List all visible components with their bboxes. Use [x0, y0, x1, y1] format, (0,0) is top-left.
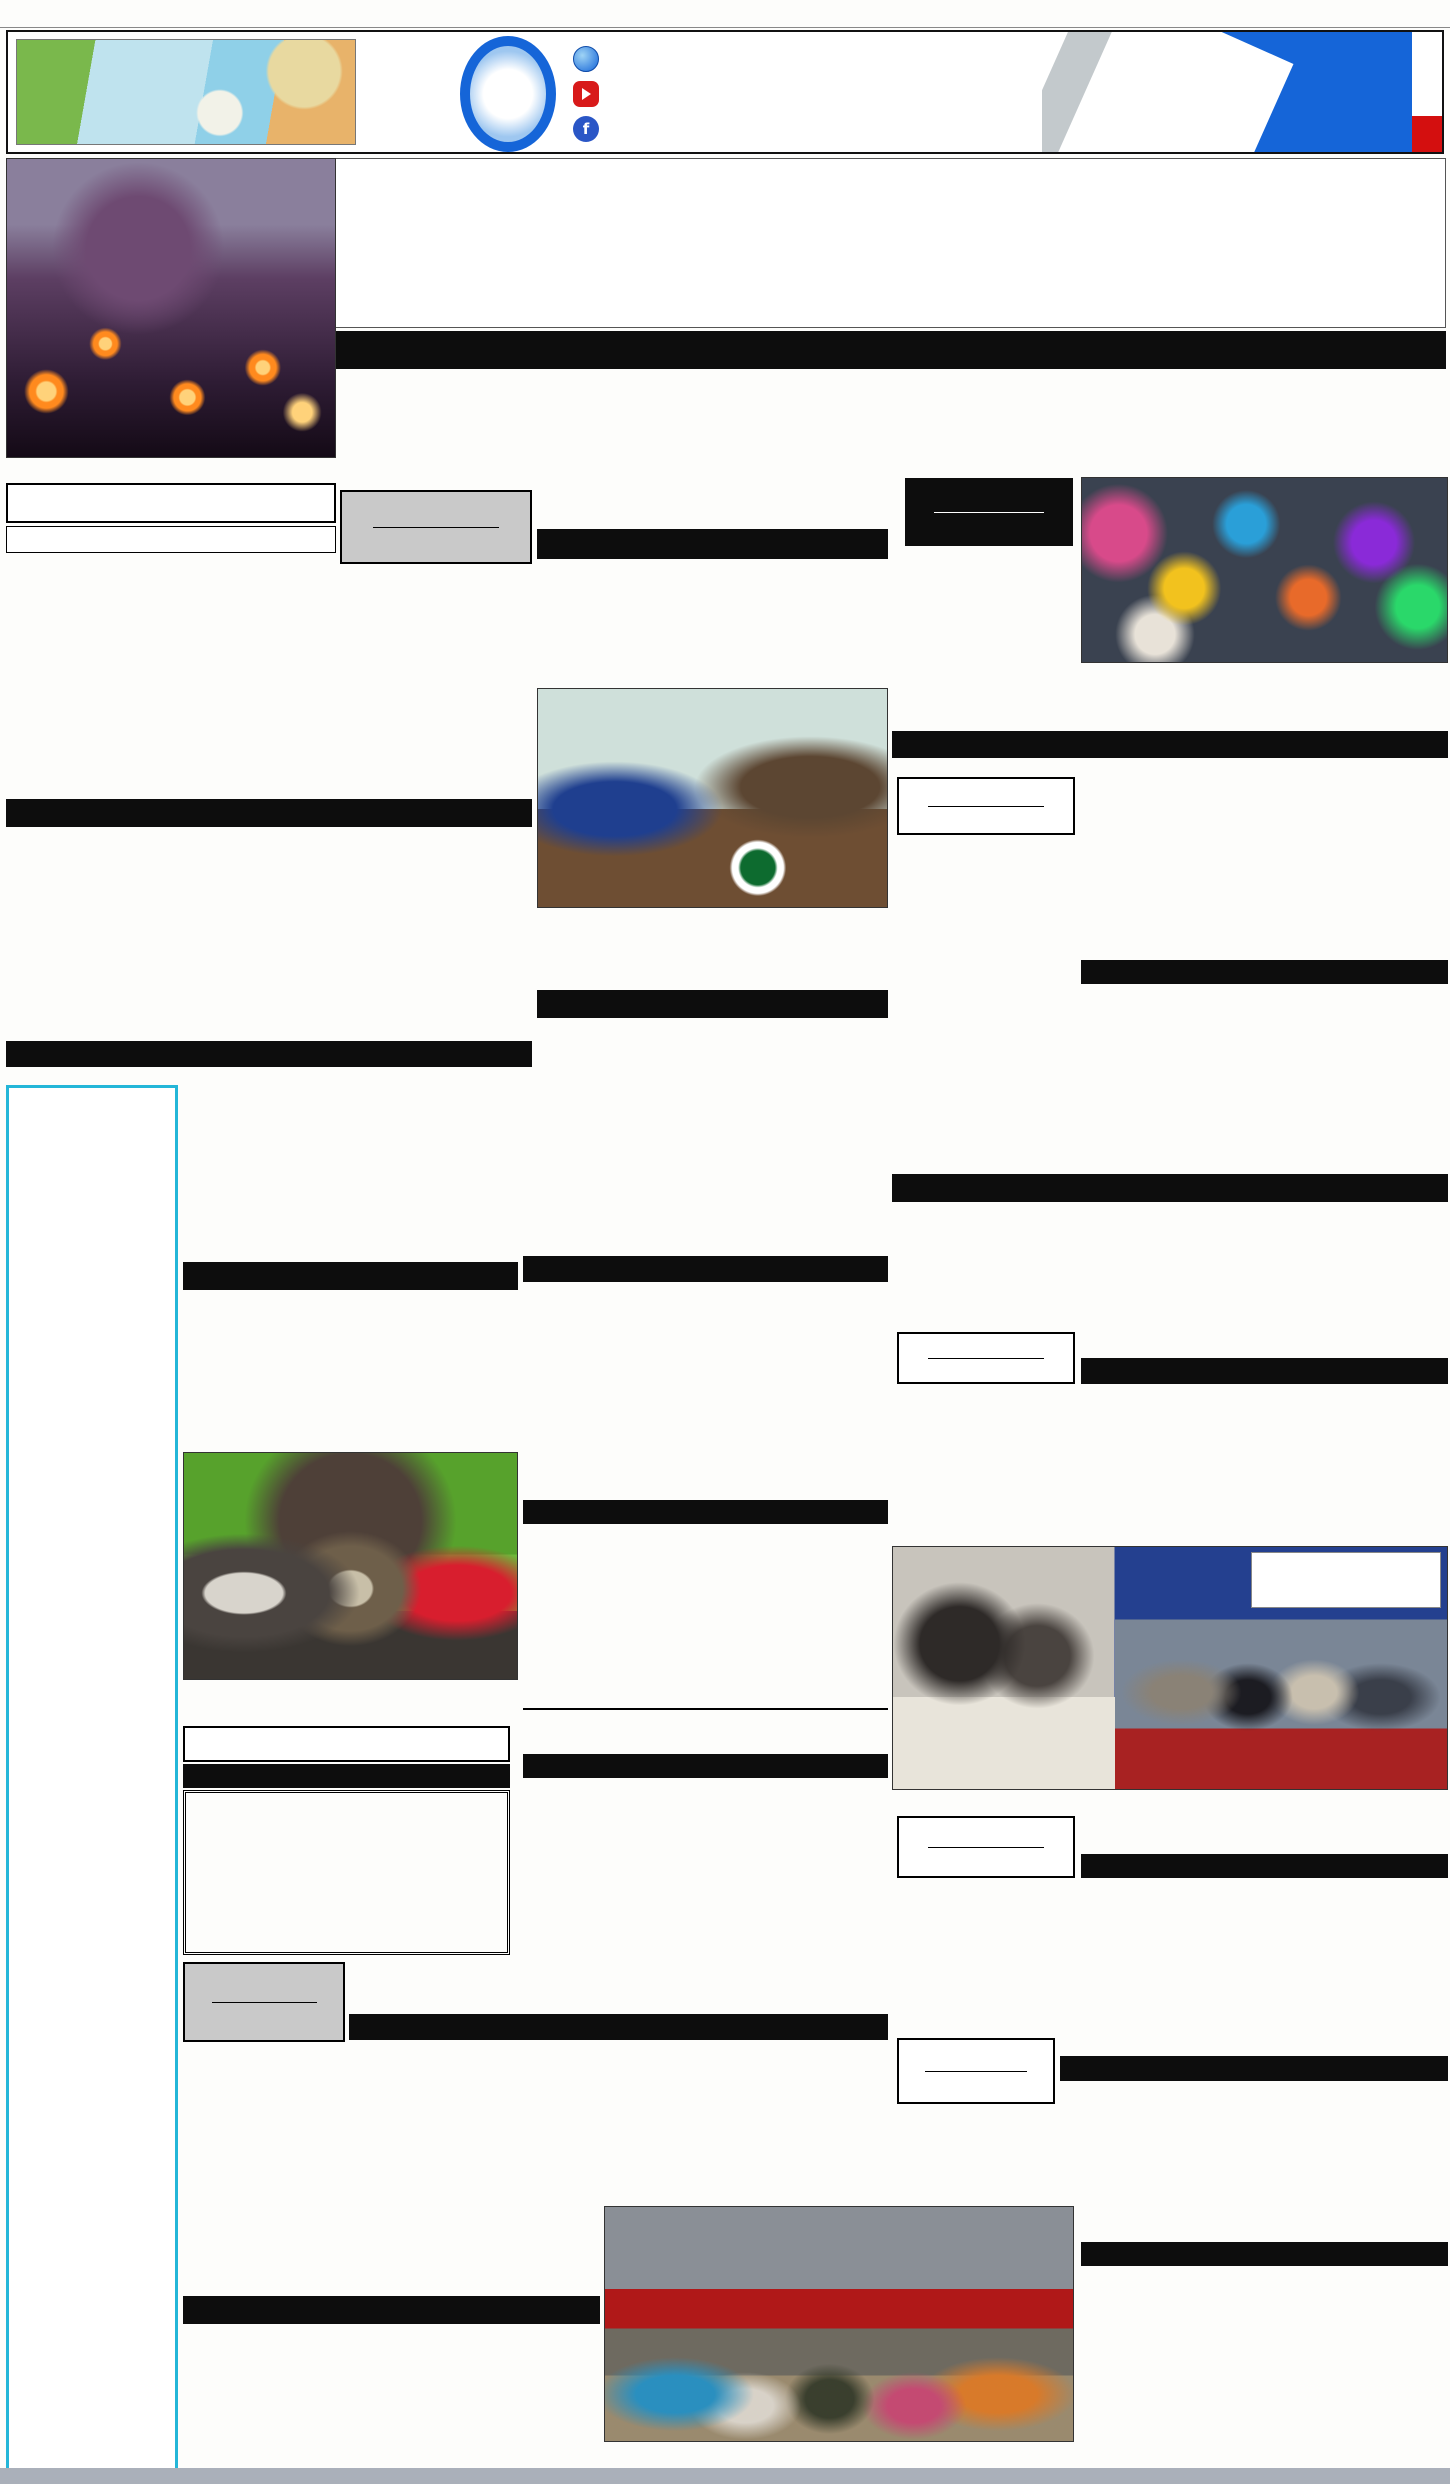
hospital-banner [1251, 1552, 1441, 1608]
traffic-rules-headline [183, 1962, 345, 2042]
pdm-rejected-headline [183, 2248, 600, 2294]
funds-health-subhead [6, 799, 532, 827]
malakand-uni-body [1081, 1387, 1448, 1543]
funds-health-headline [6, 750, 532, 796]
bajaur-press-visit-photo [537, 688, 888, 908]
grand-operation-body [523, 1284, 888, 1460]
malik-samin-subhead [183, 1764, 510, 1788]
jamrud-sports-headline [897, 2038, 1055, 2104]
bajaur-condolence-body [340, 568, 532, 746]
page-number [1412, 116, 1442, 152]
grand-operation-headline [523, 1216, 888, 1254]
protest-photo [604, 2206, 1074, 2442]
private-schools-body [892, 1205, 1448, 1323]
vigil-photo-caption [6, 460, 336, 481]
uzma-bukhari-body [1060, 2083, 1448, 2203]
ji-convention-body [892, 838, 1078, 1098]
arif-khattak-headline [537, 489, 888, 527]
pdm-rejected-subhead [183, 2296, 600, 2324]
court-murder-subhead [6, 526, 336, 553]
website-handle [573, 44, 798, 74]
ali-mohammad-headline [1081, 2208, 1448, 2240]
malik-samin-body [190, 1797, 503, 1948]
mardan-police-hospital-photo [892, 1546, 1448, 1790]
ppp-drivers-body [537, 1021, 888, 1211]
services-logo [12, 1090, 172, 1174]
lead-headline [334, 158, 1446, 328]
used-clothes-photo [1081, 477, 1448, 663]
headline-divider [928, 806, 1044, 807]
charsadda-fine-headline [897, 1332, 1075, 1384]
mardan-hospital-subhead [1081, 1854, 1448, 1878]
papar-ban-subhead [349, 2014, 888, 2040]
grand-operation-subhead [523, 1256, 888, 1282]
headline-divider [934, 512, 1043, 513]
services-directory [6, 1085, 178, 2475]
hathian-road-subhead [1081, 960, 1448, 984]
facebook-icon: f [573, 116, 599, 142]
mardan-photo-caption [892, 1792, 1448, 1813]
malik-samin-headline [183, 1726, 510, 1762]
kohat-photo-caption [183, 1682, 518, 1703]
lwmc-headline [523, 1720, 888, 1752]
kohat-press-conference-photo [183, 1452, 518, 1680]
ji-ppp-join-subhead [183, 1262, 518, 1290]
malik-samin-frame [183, 1790, 510, 1955]
headline-divider [928, 1847, 1044, 1848]
paper-title-banner [1042, 32, 1412, 152]
top-bar [0, 2, 1450, 28]
papar-parents-subhead [6, 1041, 532, 1067]
lead-body [334, 373, 1446, 485]
page-number-box [1412, 32, 1442, 152]
ali-mohammad-subhead [1081, 2242, 1448, 2266]
arif-khattak-body [537, 562, 888, 684]
ji-ppp-join-headline [183, 1214, 518, 1260]
private-schools-headline [892, 1126, 1448, 1172]
funds-health-body [6, 830, 532, 998]
lead-subhead [334, 331, 1446, 369]
papar-parents-body [183, 1070, 532, 1210]
jamrud-sports-body [892, 2106, 1055, 2203]
charsadda-fine-body [892, 1387, 1078, 1543]
wana-journalism-subhead [892, 731, 1448, 758]
mardan-hospital-body [1081, 1880, 1448, 2012]
ji-ppp-join-body [183, 1293, 518, 1449]
papar-ban-headline [349, 1966, 888, 2012]
bajaur-photo-caption [537, 910, 888, 934]
clothes-photo-caption [1081, 664, 1448, 688]
arif-khattak-subhead [537, 529, 888, 559]
traffic-rules-body [183, 2045, 345, 2245]
protest-photo-caption [604, 2444, 1074, 2465]
landmarks-collage-photo [16, 39, 356, 145]
vigil-photo [6, 158, 336, 458]
headline-divider [373, 527, 499, 528]
traders-dpo-headline [905, 478, 1073, 546]
lwmc-body [523, 1780, 888, 1962]
passing-out-body [523, 1526, 888, 1710]
court-murder-body [6, 557, 336, 747]
page-bottom-strip [0, 2468, 1450, 2484]
youtube-icon [573, 81, 599, 107]
headline-divider [212, 2002, 317, 2003]
ji-convention-headline [897, 777, 1075, 835]
bannu-peace-body [892, 1880, 1078, 2012]
hathian-road-body [1081, 986, 1448, 1098]
bajaur-condolence-headline [340, 490, 532, 564]
masthead-ring-decoration [460, 36, 556, 152]
private-schools-subhead [892, 1174, 1448, 1202]
wana-journalism-body [1081, 760, 1448, 908]
mardan-hospital-headline [1081, 1820, 1448, 1852]
services-directory-sections [12, 1174, 172, 2470]
youtube-handle [573, 79, 798, 109]
papar-parents-headline [6, 1001, 532, 1039]
ppp-drivers-headline [537, 948, 888, 988]
masthead [6, 30, 1444, 154]
section-label [808, 44, 1038, 144]
social-handles [573, 42, 798, 146]
malakand-uni-subhead [1081, 1358, 1448, 1384]
passing-out-subhead [523, 1500, 888, 1524]
lwmc-subhead [523, 1754, 888, 1778]
papar-ban-body [349, 2042, 888, 2202]
ali-mohammad-body [1081, 2268, 1448, 2460]
facebook-handle [573, 114, 798, 144]
passing-out-headline [523, 1464, 888, 1498]
uzma-bukhari-headline [1060, 2020, 1448, 2054]
pdm-rejected-body [183, 2327, 600, 2475]
hathian-road-headline [1081, 926, 1448, 958]
bannu-peace-headline [897, 1816, 1075, 1878]
globe-icon [573, 46, 599, 72]
wana-journalism-headline [892, 691, 1448, 729]
headline-divider [925, 2071, 1027, 2072]
headline-divider [928, 1358, 1044, 1359]
cake-cutting-scene [893, 1547, 1115, 1789]
malakand-uni-headline [1081, 1326, 1448, 1356]
uzma-bukhari-subhead [1060, 2056, 1448, 2081]
ppp-drivers-subhead [537, 990, 888, 1018]
court-murder-headline [6, 483, 336, 523]
